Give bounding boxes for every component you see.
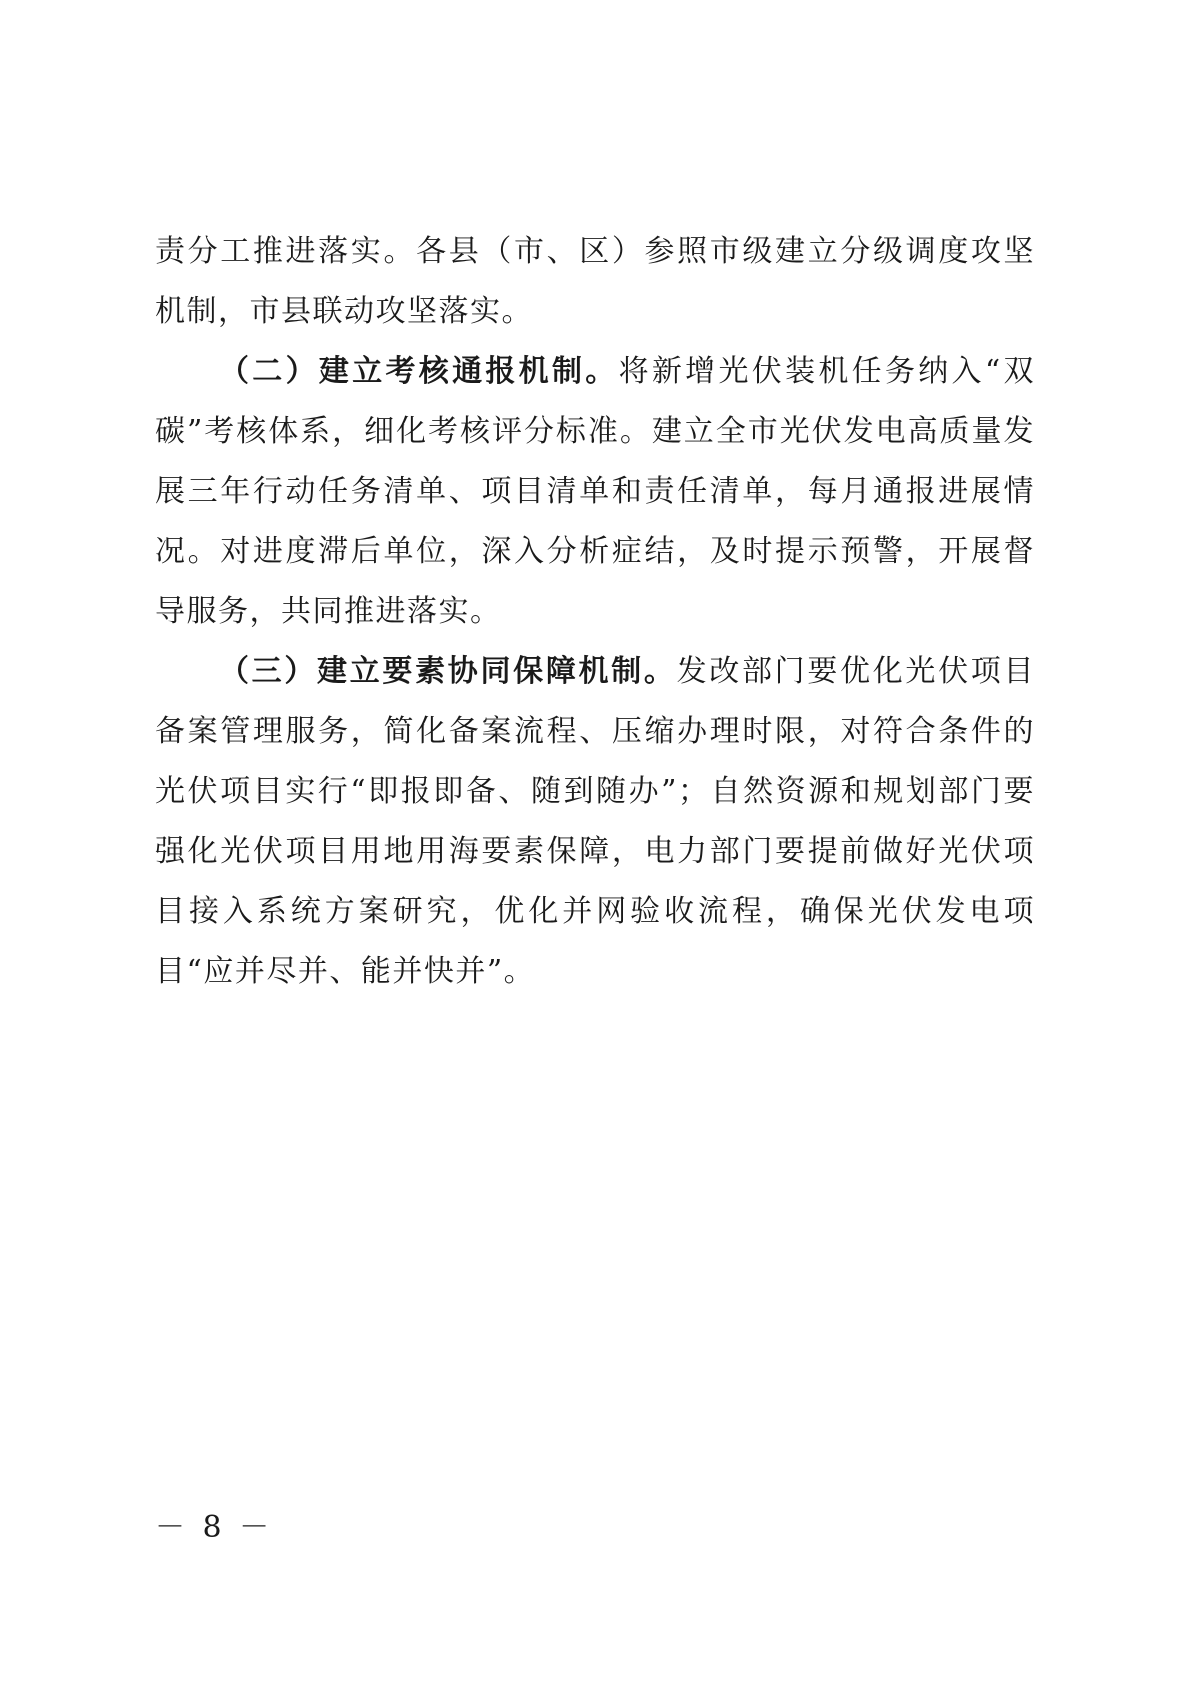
page-number: － 8 －	[155, 1510, 274, 1545]
paragraph-assessment-mechanism	[155, 342, 1035, 642]
section-heading: （三）建立要素协同保障机制。	[219, 654, 677, 689]
paragraph-continuation	[155, 222, 1035, 342]
paragraph-factor-guarantee-mechanism	[155, 642, 1035, 1002]
paragraph-text: 发改部门要优化光伏项目备案管理服务，简化备案流程、压缩办理时限，对符合条件的光伏项目实行“即报即备、随到随办”；自然资源和规划部门要强化光伏项目用地用海要素保障，电力部门要提前做好光伏项目接入系统方案研究，优化并网验收流程，确保光伏发电项目“应并尽并、能并快并”。	[155, 654, 1035, 989]
section-heading: （二）建立考核通报机制。	[219, 354, 619, 389]
paragraph-text: 责分工推进落实。各县（市、区）参照市级建立分级调度攻坚机制，市县联动攻坚落实。	[155, 234, 1035, 329]
paragraph-text: 将新增光伏装机任务纳入“双碳”考核体系，细化考核评分标准。建立全市光伏发电高质量发展三年行动任务清单、项目清单和责任清单，每月通报进展情况。对进度滞后单位，深入分析症结，及时提示预警，开展督导服务，共同推进落实。	[155, 354, 1035, 629]
document-body	[155, 222, 1035, 1002]
